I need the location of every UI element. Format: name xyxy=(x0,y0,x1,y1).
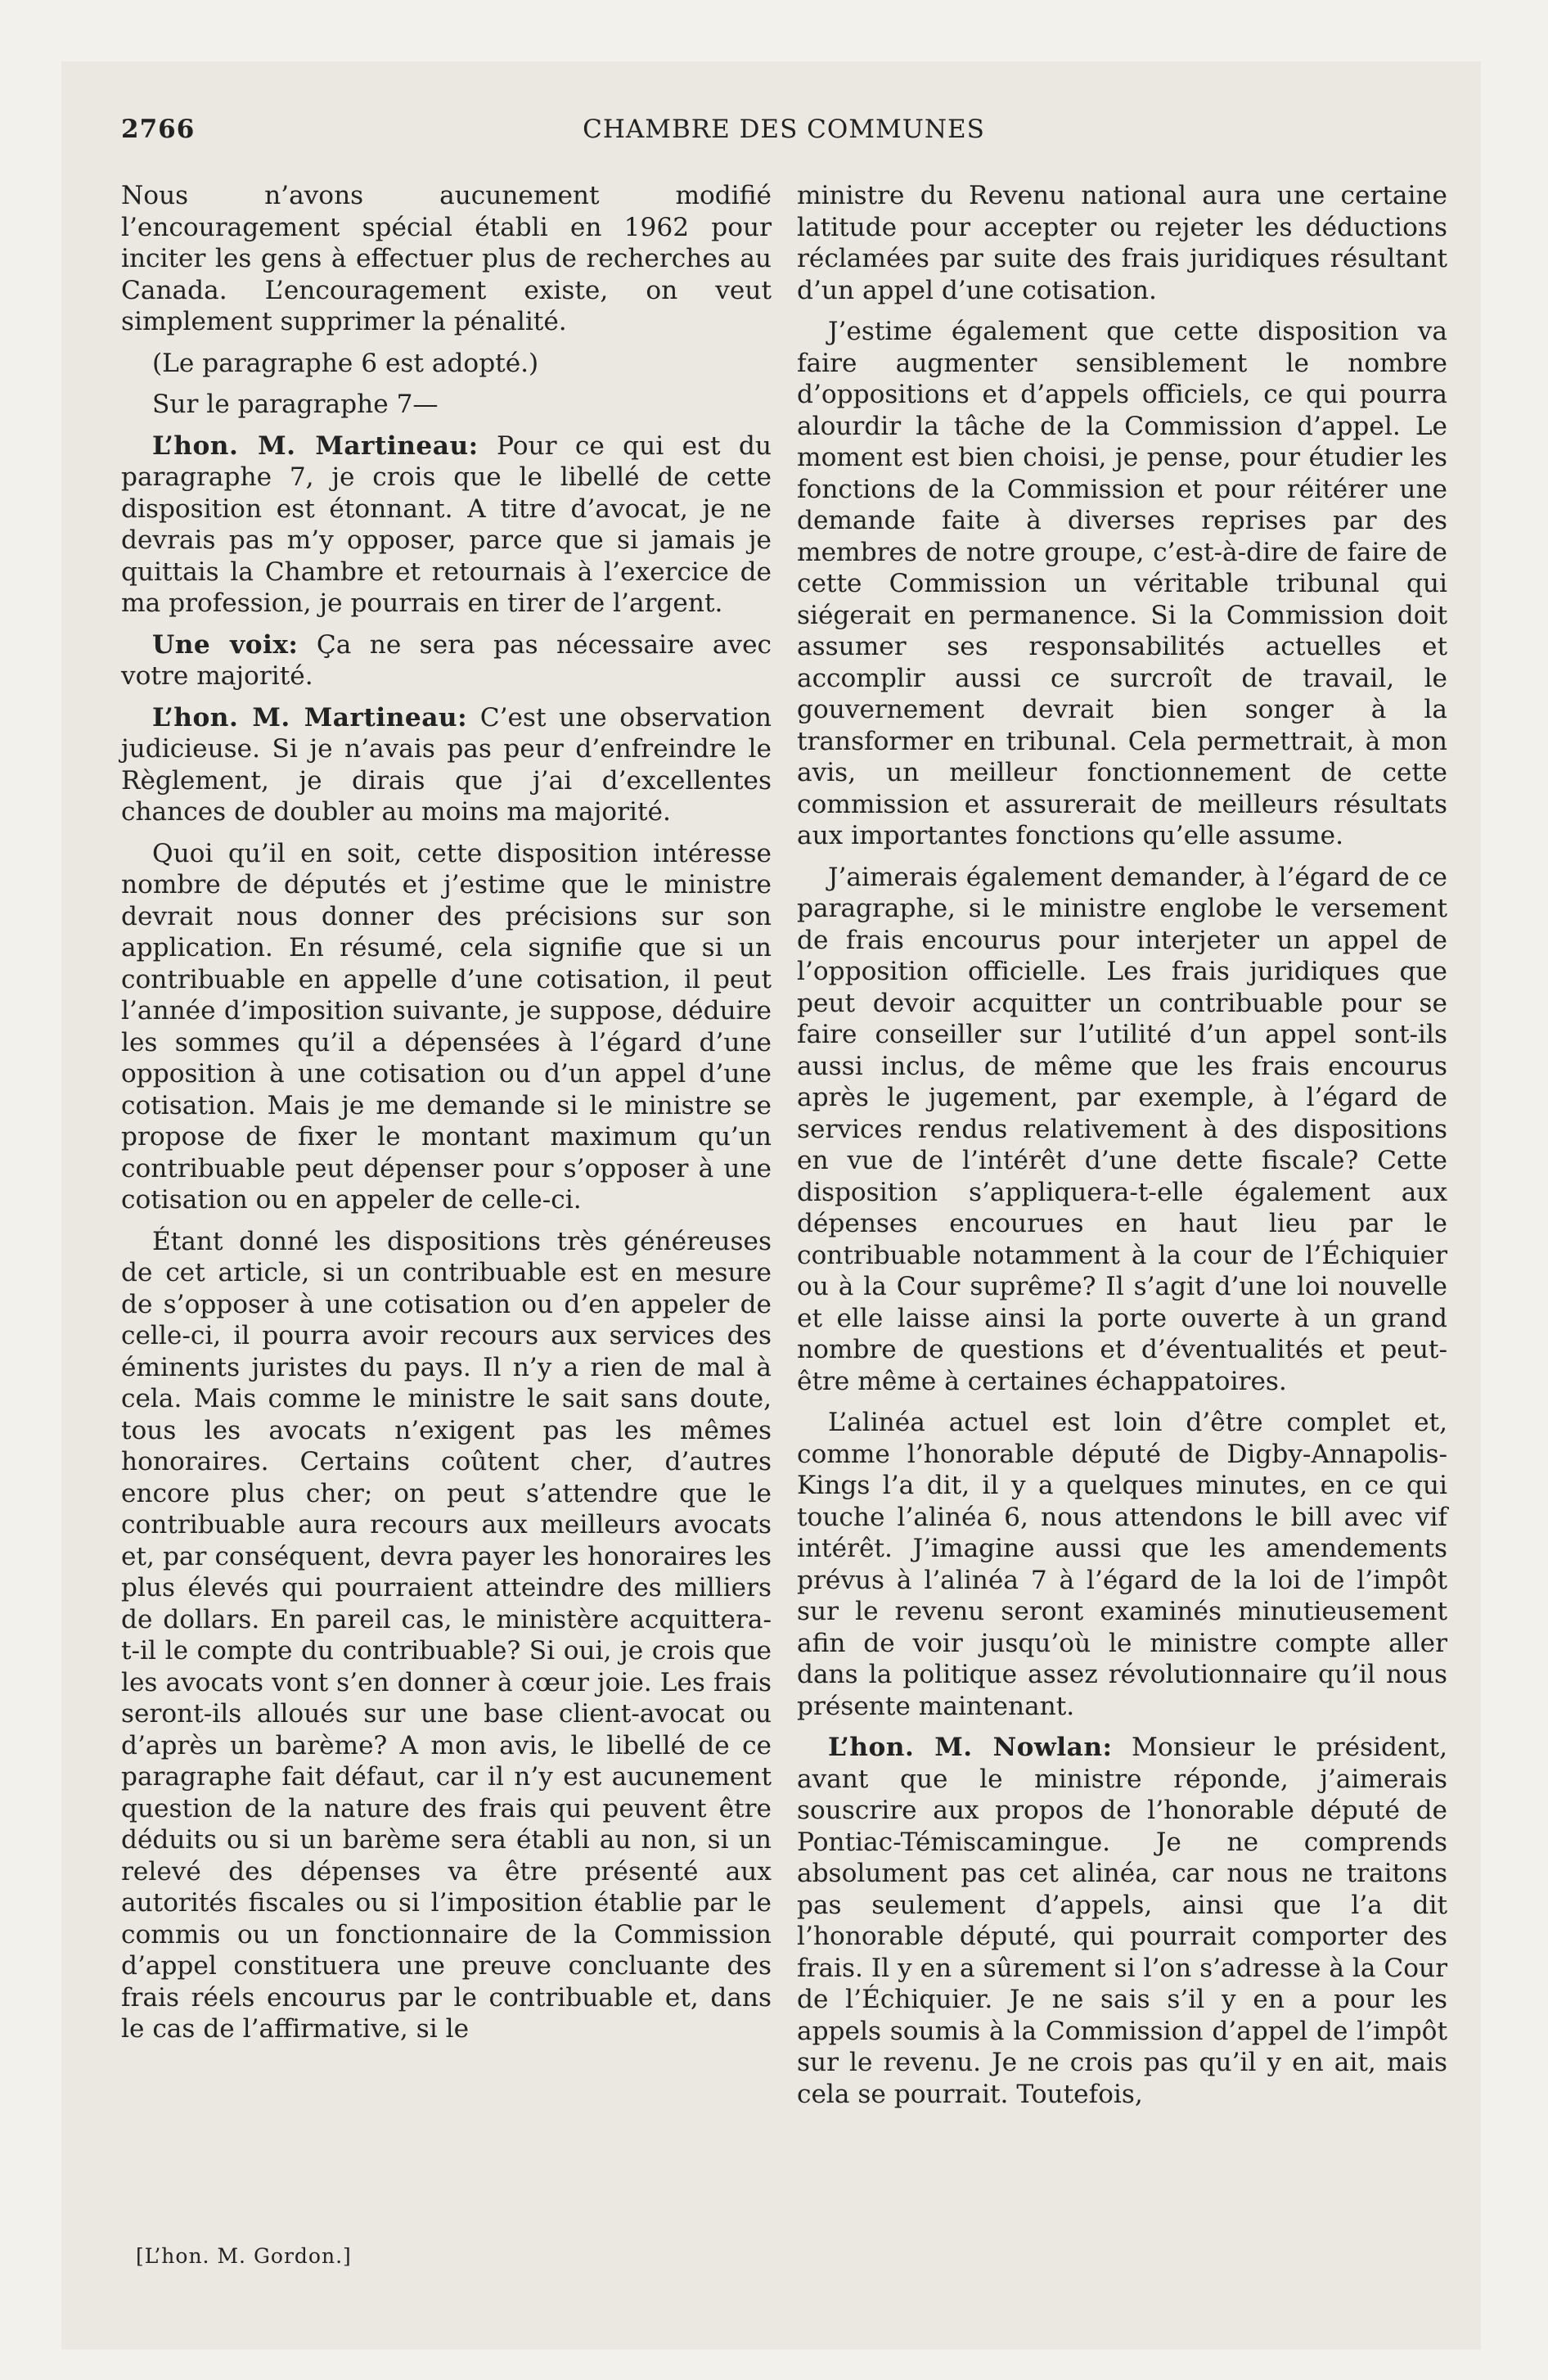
speaker-name: L’hon. M. Nowlan: xyxy=(828,1733,1113,1762)
speaker-name: Une voix: xyxy=(152,629,299,660)
paragraph: (Le paragraphe 6 est adopté.) xyxy=(152,348,539,378)
speech-paragraph xyxy=(121,430,772,620)
footer-note: [L’hon. M. Gordon.] xyxy=(136,2244,352,2268)
speech-text: Pour ce qui est du paragraphe 7, je crois que le libellé de cette disposition est étonnant. A titre d’avocat, je ne devrais pas m’y opposer, parce que si jamais je quittais la Chambre et retournais à l’exercice de ma profession, je pourrais en tirer de l’argent. xyxy=(121,430,772,618)
right-column xyxy=(797,180,1447,2110)
paragraph: L’alinéa actuel est loin d’être complet et, comme l’honorable député de Digby-Annapolis-Kings l’a dit, il y a quelques minutes, en ce qui touche l’alinéa 6, nous attendons le bill avec vif intérêt. J’imagine aussi que les amendements prévus à l’alinéa 7 à l’égard de la loi de l’impôt sur le revenu seront examinés minutieusement afin de voir jusqu’où le ministre compte aller dans la politique assez révolutionnaire qu’il nous présente maintenant. xyxy=(797,1408,1447,1721)
page-number: 2766 xyxy=(121,115,196,144)
running-title: CHAMBRE DES COMMUNES xyxy=(583,115,985,144)
speaker-name: L’hon. M. Martineau: xyxy=(152,702,468,732)
paragraph: ministre du Revenu national aura une certaine latitude pour accepter ou rejeter les déductions réclamées par suite des frais juridiques résultant d’un appel d’une cotisation. xyxy=(797,181,1447,305)
speaker-name: L’hon. M. Martineau: xyxy=(152,430,479,461)
speech-paragraph xyxy=(121,702,772,828)
paragraph: J’aimerais également demander, à l’égard de ce paragraphe, si le ministre englobe le versement de frais encourus pour interjeter un appel de l’opposition officielle. Les frais juridiques que peut devoir acquitter un contribuable pour se faire conseiller sur l’utilité d’un appel sont-ils aussi inclus, de même que les frais encourus après le jugement, par exemple, à l’égard de services rendus relativement à des dispositions en vue de l’intérêt d’une dette fiscale? Cette disposition s’appliquera-t-elle également aux dépenses encourues en haut lieu par le contribuable notamment à la cour de l’Échiquier ou à la Cour suprême? Il s’agit d’une loi nouvelle et elle laisse ainsi la porte ouverte à un grand nombre de questions et d’éventualités et peut-être même à certaines échappatoires. xyxy=(797,862,1447,1396)
paragraph: Sur le paragraphe 7— xyxy=(152,390,439,419)
left-column xyxy=(121,180,772,2045)
speech-paragraph xyxy=(121,629,772,692)
paragraph: Quoi qu’il en soit, cette disposition intéresse nombre de députés et j’estime que le ministre devrait nous donner des précisions sur son application. En résumé, cela signifie que si un contribuable en appelle d’une cotisation, il peut l’année d’imposition suivante, je suppose, déduire les sommes qu’il a dépensées à l’égard d’une opposition à une cotisation ou d’un appel d’une cotisation. Mais je me demande si le ministre se propose de fixer le montant maximum qu’un contribuable peut dépenser pour s’opposer à une cotisation ou en appeler de celle-ci. xyxy=(121,838,772,1215)
page-header xyxy=(121,115,1447,156)
paragraph: Nous n’avons aucunement modifié l’encouragement spécial établi en 1962 pour inciter les gens à effectuer plus de recherches au Canada. L’encouragement existe, on veut simplement supprimer la pénalité. xyxy=(121,181,772,336)
speech-text: C’est une observation judicieuse. Si je n’avais pas peur d’enfreindre le Règlement, je dirais que j’ai d’excellentes chances de doubler au moins ma majorité. xyxy=(121,702,772,827)
paragraph: Étant donné les dispositions très généreuses de cet article, si un contribuable est en mesure de s’opposer à une cotisation ou d’en appeler de celle-ci, il pourra avoir recours aux services des éminents juristes du pays. Il n’y a rien de mal à cela. Mais comme le ministre le sait sans doute, tous les avocats n’exigent pas les mêmes honoraires. Certains coûtent cher, d’autres encore plus cher; on peut s’attendre que le contribuable aura recours aux meilleurs avocats et, par conséquent, devra payer les honoraires les plus élevés qui pourraient atteindre des milliers de dollars. En pareil cas, le ministère acquittera-t-il le compte du contribuable? Si oui, je crois que les avocats vont s’en donner à cœur joie. Les frais seront-ils alloués sur une base client-avocat ou d’après un barème? A mon avis, le libellé de ce paragraphe fait défaut, car il n’y est aucunement question de la nature des frais qui peuvent être déduits ou si un barème sera établi au non, si un relevé des dépenses va être présenté aux autorités fiscales ou si l’imposition établie par le commis ou un fonctionnaire de la Commission d’appel constituera une preuve concluante des frais réels encourus par le contribuable et, dans le cas de l’affirmative, si le xyxy=(121,1226,772,2044)
paragraph: J’estime également que cette disposition va faire augmenter sensiblement le nombre d’oppositions et d’appels officiels, ce qui pourra alourdir la tâche de la Commission d’appel. Le moment est bien choisi, je pense, pour étudier les fonctions de la Commission et pour réitérer une demande faite à diverses reprises par des membres de notre groupe, c’est-à-dire de faire de cette Commission un véritable tribunal qui siégerait en permanence. Si la Commission doit assumer ses responsabilités actuelles et accomplir aussi ce surcroît de travail, le gouvernement devrait bien songer à la transformer en tribunal. Cela permettrait, à mon avis, un meilleur fonctionnement de cette commission et assurerait de meilleurs résultats aux importantes fonctions qu’elle assume. xyxy=(797,317,1447,850)
speech-text: Monsieur le président, avant que le ministre réponde, j’aimerais souscrire aux propos de l’honorable député de Pontiac-Témiscamingue. Je ne comprends absolument pas cet alinéa, car nous ne traitons pas seulement d’appels, ainsi que l’a dit l’honorable député, qui pourrait comporter des frais. Il y en a sûrement si l’on s’adresse à la Cour de l’Échiquier. Je ne sais s’il y en a pour les appels soumis à la Commission d’appel de l’impôt sur le revenu. Je ne crois pas qu’il y en ait, mais cela se pourrait. Toutefois, xyxy=(797,1733,1448,2109)
speech-paragraph xyxy=(797,1732,1447,2110)
speech-text: Ça ne sera pas nécessaire avec votre majorité. xyxy=(121,629,772,691)
